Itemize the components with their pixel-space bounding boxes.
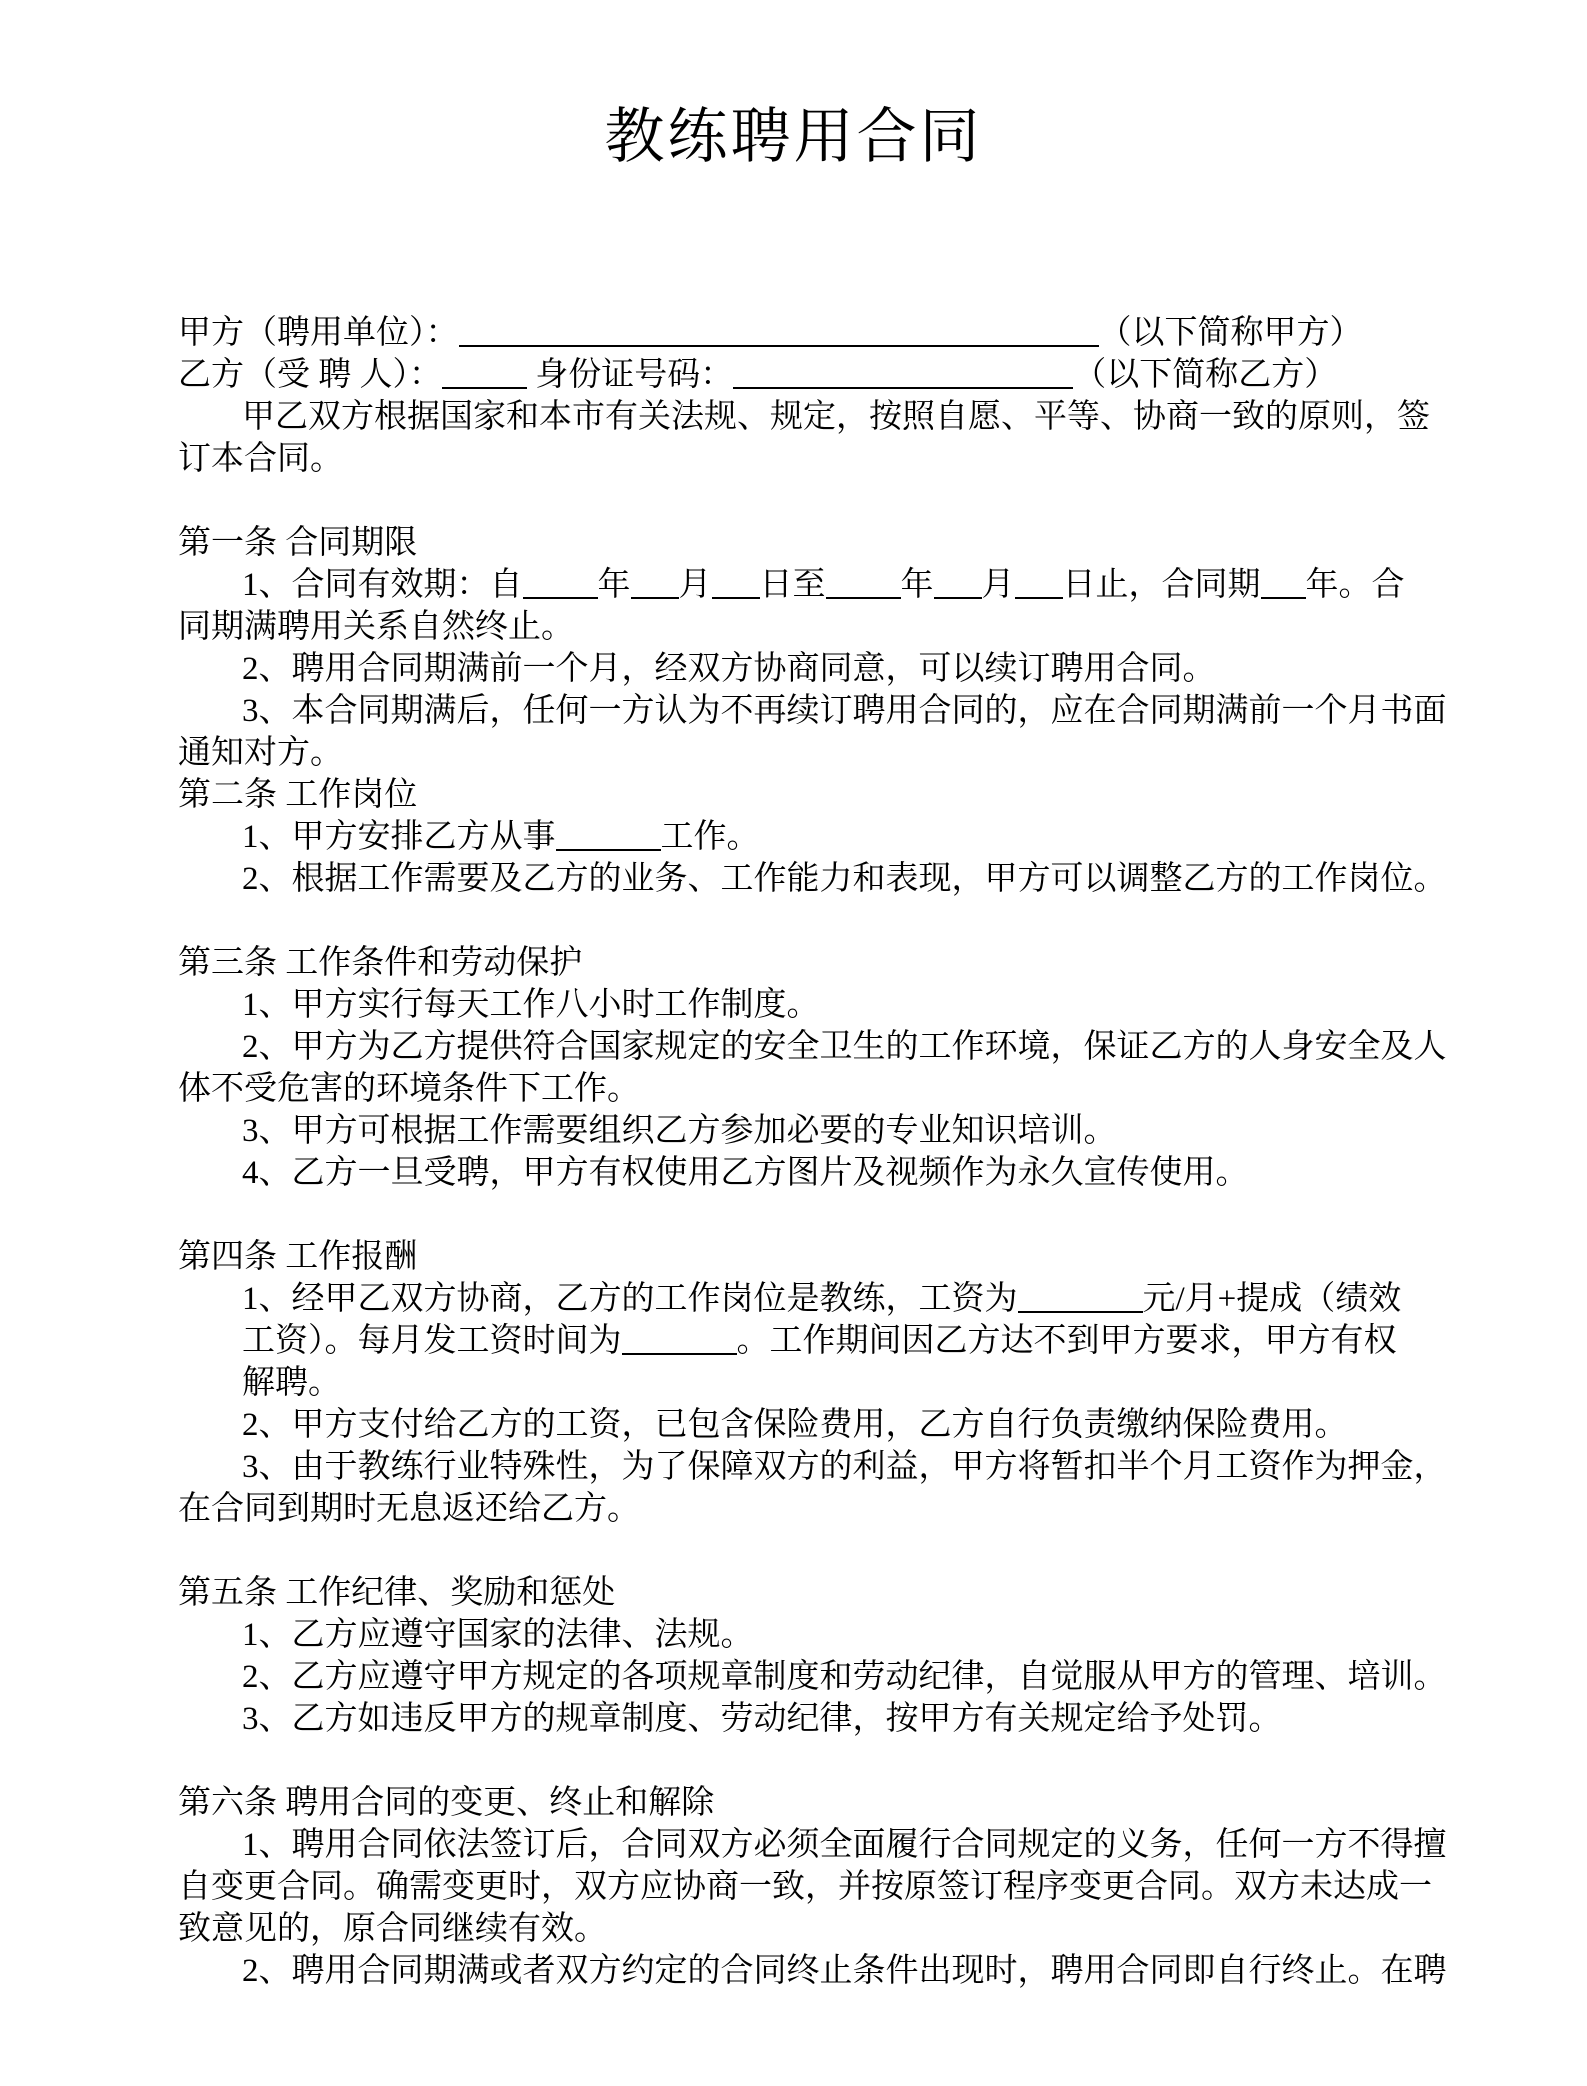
article-3-item-1 <box>178 984 1487 1026</box>
article-6-item-2-line-1 <box>178 1950 1487 1992</box>
text-segment: 身份证号码： <box>527 357 734 393</box>
text-segment: 3、本合同期满后，任何一方认为不再续订聘用合同的，应在合同期满前一个月书面 <box>242 693 1447 729</box>
text-segment: 通知对方。 <box>178 735 343 771</box>
article-4-item-3-line-1 <box>178 1446 1487 1488</box>
text-segment: （以下简称甲方） <box>1098 315 1363 351</box>
text-segment: 自变更合同。确需变更时，双方应协商一致，并按原签订程序变更合同。双方未达成一 <box>178 1869 1432 1905</box>
article-3-item-2-line-2 <box>178 1068 1487 1110</box>
text-segment: 年 <box>900 567 934 603</box>
text-segment: 2、根据工作需要及乙方的业务、工作能力和表现，甲方可以调整乙方的工作岗位。 <box>242 861 1447 897</box>
text-segment: 年 <box>597 567 631 603</box>
article-5-item-2 <box>178 1656 1487 1698</box>
article-1-item-1-line-2 <box>178 606 1487 648</box>
text-segment: 2、乙方应遵守甲方规定的各项规章制度和劳动纪律，自觉服从甲方的管理、培训。 <box>242 1659 1447 1695</box>
article-6-item-1-line-2 <box>178 1866 1487 1908</box>
text-segment: 2、聘用合同期满或者双方约定的合同终止条件出现时，聘用合同即自行终止。在聘 <box>242 1953 1447 1989</box>
article-3-heading <box>178 942 1487 984</box>
text-segment: 第二条 工作岗位 <box>178 777 418 813</box>
text-segment: 订本合同。 <box>178 441 343 477</box>
article-1-item-3-line-2 <box>178 732 1487 774</box>
fill-in-blank <box>631 597 679 599</box>
document-title: 教练聘用合同 <box>604 104 983 170</box>
text-segment: 2、甲方为乙方提供符合国家规定的安全卫生的工作环境，保证乙方的人身安全及人 <box>242 1029 1447 1065</box>
spacer <box>178 480 1487 522</box>
preamble-line-2 <box>178 438 1487 480</box>
text-segment: 1、聘用合同依法签订后，合同双方必须全面履行合同规定的义务，任何一方不得擅 <box>242 1827 1447 1863</box>
text-segment: 解聘。 <box>242 1365 341 1401</box>
fill-in-blank <box>1015 597 1063 599</box>
text-segment: 3、甲方可根据工作需要组织乙方参加必要的专业知识培训。 <box>242 1113 1117 1149</box>
text-segment: 工资）。每月发工资时间为 <box>242 1323 622 1359</box>
article-5-item-1 <box>178 1614 1487 1656</box>
text-segment: 体不受危害的环境条件下工作。 <box>178 1071 640 1107</box>
text-segment: 工作。 <box>660 819 760 855</box>
fill-in-blank <box>712 597 760 599</box>
article-4-item-2 <box>178 1404 1487 1446</box>
text-segment: 1、甲方实行每天工作八小时工作制度。 <box>242 987 820 1023</box>
article-4-item-3-line-2 <box>178 1488 1487 1530</box>
article-1-item-3-line-1 <box>178 690 1487 732</box>
fill-in-blank <box>622 1353 737 1355</box>
text-segment: 第三条 工作条件和劳动保护 <box>178 945 583 981</box>
text-segment: 同期满聘用关系自然终止。 <box>178 609 574 645</box>
text-segment: 1、经甲乙双方协商，乙方的工作岗位是教练，工资为 <box>242 1281 1018 1317</box>
text-segment: 日止，合同期 <box>1062 567 1261 603</box>
text-segment: 3、由于教练行业特殊性，为了保障双方的利益，甲方将暂扣半个月工资作为押金， <box>242 1449 1447 1485</box>
text-segment: 第六条 聘用合同的变更、终止和解除 <box>178 1785 715 1821</box>
article-2-item-1 <box>178 816 1487 858</box>
text-segment: 2、甲方支付给乙方的工资，已包含保险费用，乙方自行负责缴纳保险费用。 <box>242 1407 1348 1443</box>
fill-in-blank <box>556 849 661 851</box>
fill-in-blank <box>442 387 527 389</box>
text-segment: 3、乙方如违反甲方的规章制度、劳动纪律，按甲方有关规定给予处罚。 <box>242 1701 1282 1737</box>
text-segment: 第一条 合同期限 <box>178 525 418 561</box>
article-4-item-1-line-3 <box>178 1362 1487 1404</box>
article-2-heading <box>178 774 1487 816</box>
article-6-item-1-line-1 <box>178 1824 1487 1866</box>
spacer <box>178 1740 1487 1782</box>
text-segment: 日至 <box>759 567 826 603</box>
text-segment: 2、聘用合同期满前一个月，经双方协商同意，可以续订聘用合同。 <box>242 651 1216 687</box>
article-6-heading <box>178 1782 1487 1824</box>
text-segment: 第四条 工作报酬 <box>178 1239 418 1275</box>
fill-in-blank <box>1018 1311 1143 1313</box>
text-segment: 元/月+提成（绩效 <box>1142 1281 1402 1317</box>
article-1-item-1-line-1 <box>178 564 1487 606</box>
text-segment: 1、甲方安排乙方从事 <box>242 819 556 855</box>
article-2-item-2 <box>178 858 1487 900</box>
article-6-item-1-line-3 <box>178 1908 1487 1950</box>
article-3-item-3 <box>178 1110 1487 1152</box>
spacer <box>178 900 1487 942</box>
fill-in-blank <box>1261 597 1306 599</box>
article-3-item-4 <box>178 1152 1487 1194</box>
text-segment: 致意见的，原合同继续有效。 <box>178 1911 607 1947</box>
fill-in-blank <box>523 597 598 599</box>
text-segment: （以下简称乙方） <box>1073 357 1338 393</box>
article-1-item-2 <box>178 648 1487 690</box>
text-segment: 1、合同有效期：自 <box>242 567 523 603</box>
party-a-line <box>178 312 1487 354</box>
fill-in-blank <box>826 597 901 599</box>
text-segment: 甲乙双方根据国家和本市有关法规、规定，按照自愿、平等、协商一致的原则，签 <box>242 399 1430 435</box>
spacer <box>178 1530 1487 1572</box>
text-segment: 月 <box>981 567 1015 603</box>
fill-in-blank <box>459 345 1099 347</box>
article-5-heading <box>178 1572 1487 1614</box>
text-segment: 在合同到期时无息返还给乙方。 <box>178 1491 640 1527</box>
text-segment: 1、乙方应遵守国家的法律、法规。 <box>242 1617 754 1653</box>
text-segment: 月 <box>678 567 712 603</box>
party-b-line <box>178 354 1487 396</box>
article-3-item-2-line-1 <box>178 1026 1487 1068</box>
spacer <box>178 1194 1487 1236</box>
text-segment: 。工作期间因乙方达不到甲方要求，甲方有权 <box>736 1323 1397 1359</box>
text-segment: 年。合 <box>1305 567 1405 603</box>
text-segment: 甲方（聘用单位）： <box>178 315 459 351</box>
text-segment: 乙方（受 聘 人）： <box>178 357 442 393</box>
article-4-heading <box>178 1236 1487 1278</box>
text-segment: 4、乙方一旦受聘，甲方有权使用乙方图片及视频作为永久宣传使用。 <box>242 1155 1249 1191</box>
fill-in-blank <box>733 387 1073 389</box>
article-5-item-3 <box>178 1698 1487 1740</box>
fill-in-blank <box>934 597 982 599</box>
text-segment: 第五条 工作纪律、奖励和惩处 <box>178 1575 616 1611</box>
preamble-line-1 <box>178 396 1487 438</box>
article-1-heading <box>178 522 1487 564</box>
article-4-item-1-line-1 <box>178 1278 1487 1320</box>
document-body <box>178 312 1487 1992</box>
article-4-item-1-line-2 <box>178 1320 1487 1362</box>
